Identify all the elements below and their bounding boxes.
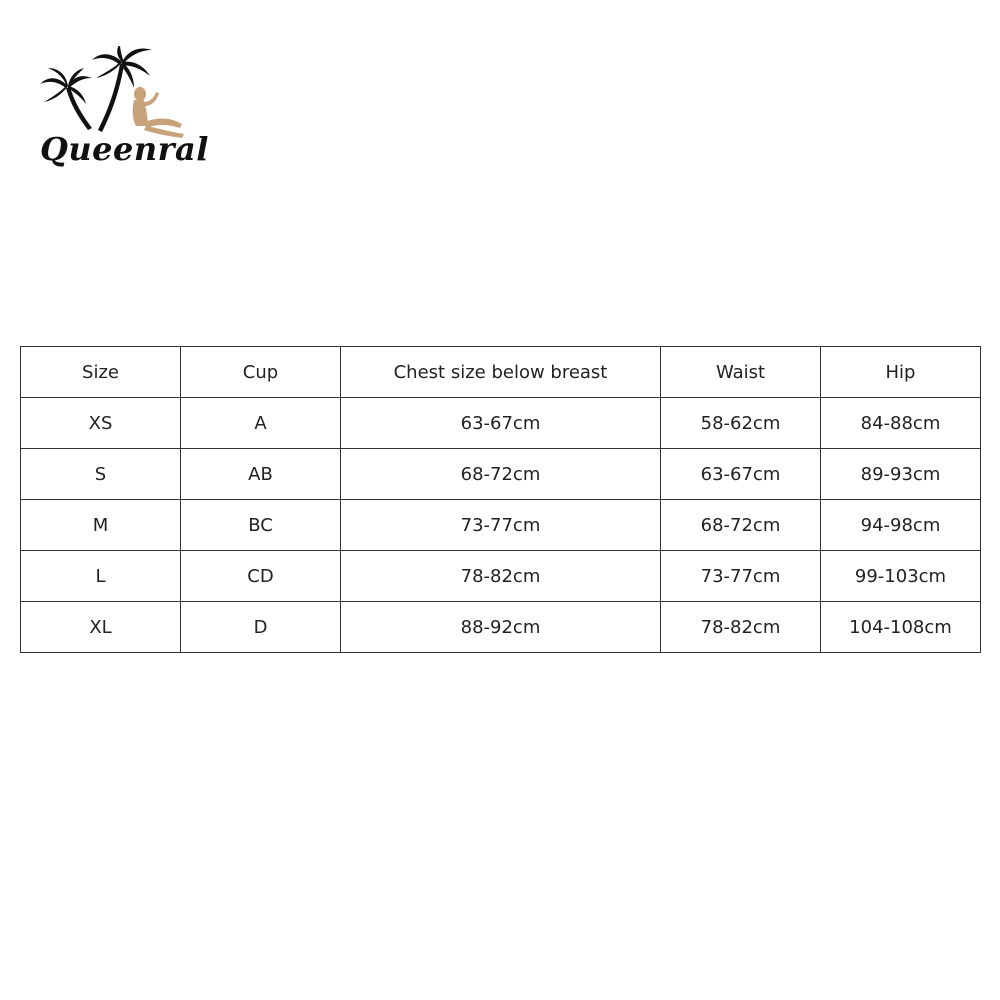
cell-cup: AB	[181, 449, 341, 500]
cell-size: S	[21, 449, 181, 500]
table-row	[21, 602, 981, 653]
header-size: Size	[21, 347, 181, 398]
brand-logo	[36, 46, 209, 172]
cell-chest: 88-92cm	[341, 602, 661, 653]
cell-hip: 89-93cm	[821, 449, 981, 500]
cell-chest: 63-67cm	[341, 398, 661, 449]
cell-waist: 78-82cm	[661, 602, 821, 653]
palm-trees-woman-icon	[36, 46, 196, 142]
cell-waist: 73-77cm	[661, 551, 821, 602]
size-chart-table	[20, 346, 981, 653]
cell-waist: 68-72cm	[661, 500, 821, 551]
cell-hip: 104-108cm	[821, 602, 981, 653]
cell-size: XL	[21, 602, 181, 653]
table-row	[21, 449, 981, 500]
cell-waist: 63-67cm	[661, 449, 821, 500]
cell-waist: 58-62cm	[661, 398, 821, 449]
header-cup: Cup	[181, 347, 341, 398]
cell-cup: D	[181, 602, 341, 653]
cell-chest: 68-72cm	[341, 449, 661, 500]
cell-chest: 73-77cm	[341, 500, 661, 551]
header-chest: Chest size below breast	[341, 347, 661, 398]
cell-cup: BC	[181, 500, 341, 551]
cell-cup: A	[181, 398, 341, 449]
table-row	[21, 551, 981, 602]
cell-hip: 84-88cm	[821, 398, 981, 449]
table-header-row	[21, 347, 981, 398]
table-row	[21, 500, 981, 551]
cell-cup: CD	[181, 551, 341, 602]
cell-size: XS	[21, 398, 181, 449]
header-hip: Hip	[821, 347, 981, 398]
cell-chest: 78-82cm	[341, 551, 661, 602]
table-row	[21, 398, 981, 449]
cell-hip: 99-103cm	[821, 551, 981, 602]
brand-name: Queenral	[40, 130, 209, 168]
header-waist: Waist	[661, 347, 821, 398]
cell-size: L	[21, 551, 181, 602]
cell-hip: 94-98cm	[821, 500, 981, 551]
cell-size: M	[21, 500, 181, 551]
